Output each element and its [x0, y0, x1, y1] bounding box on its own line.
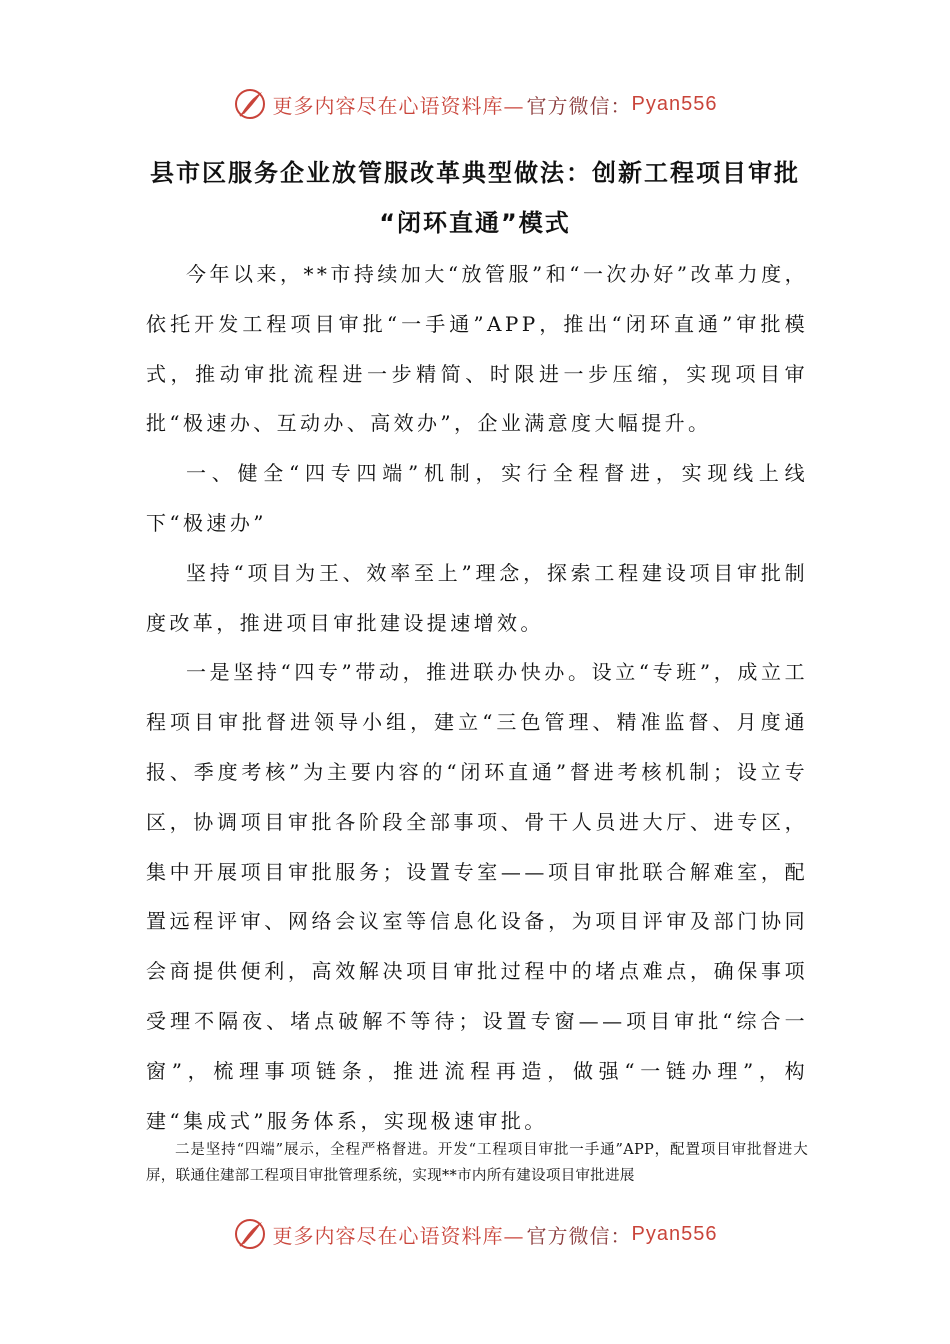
watermark-header: [0, 84, 950, 124]
quill-logo-icon: [233, 87, 267, 121]
document-title-line-2: “闭环直通”模式: [379, 209, 571, 237]
watermark-text: 更多内容尽在心语资料库—: [272, 93, 525, 118]
section-heading: 一、健全“四专四端”机制，实行全程督进，实现线上线下“极速办”: [146, 461, 808, 535]
paragraph: 今年以来，**市持续加大“放管服”和“一次办好”改革力度，依托开发工程项目审批“一手通”APP，推出“闭环直通”审批模式，推动审批流程进一步精简、时限进一步压缩，实现项目审批“极速办、互动办、高效办”，企业满意度大幅提升。: [146, 262, 808, 436]
paragraph: 一是坚持“四专”带动，推进联办快办。设立“专班”，成立工程项目审批督进领导小组，建立“三色管理、精准监督、月度通报、季度考核”为主要内容的“闭环直通”督进考核机制；设立专区，协调项目审批各阶段全部事项、骨干人员进大厅、进专区，集中开展项目审批服务；设置专室——项目审批联合解难室，配置远程评审、网络会议室等信息化设备，为项目评审及部门协同会商提供便利，高效解决项目审批过程中的堵点难点，确保事项受理不隔夜、堵点破解不等待；设置专窗——项目审批“综合一窗”，梳理事项链条，推进流程再造，做强“一链办理”，构建“集成式”服务体系，实现极速审批。: [146, 660, 808, 1133]
watermark-wechat-id: Pyan556: [631, 92, 718, 115]
watermark-footer: [0, 1214, 950, 1254]
document-body: [146, 250, 808, 1146]
watermark-text: 更多内容尽在心语资料库—: [272, 1223, 525, 1248]
paragraph-small: 二是坚持“四端”展示，全程严格督进。开发“工程项目审批一手通”APP，配置项目审批督进大屏，联通住建部工程项目审批管理系统，实现**市内所有建设项目审批进展: [146, 1142, 808, 1184]
watermark-wechat-label: 官方微信：: [526, 1223, 632, 1248]
quill-logo-icon: [233, 1217, 267, 1251]
paragraph: 坚持“项目为王、效率至上”理念，探索工程建设项目审批制度改革，推进项目审批建设提速增效。: [146, 560, 808, 635]
watermark-wechat-id: Pyan556: [631, 1222, 718, 1245]
document-title-line-1: 县市区服务企业放管服改革典型做法：创新工程项目审批: [150, 159, 800, 187]
watermark-wechat-label: 官方微信：: [526, 93, 632, 118]
document-body-small: [146, 1137, 808, 1189]
